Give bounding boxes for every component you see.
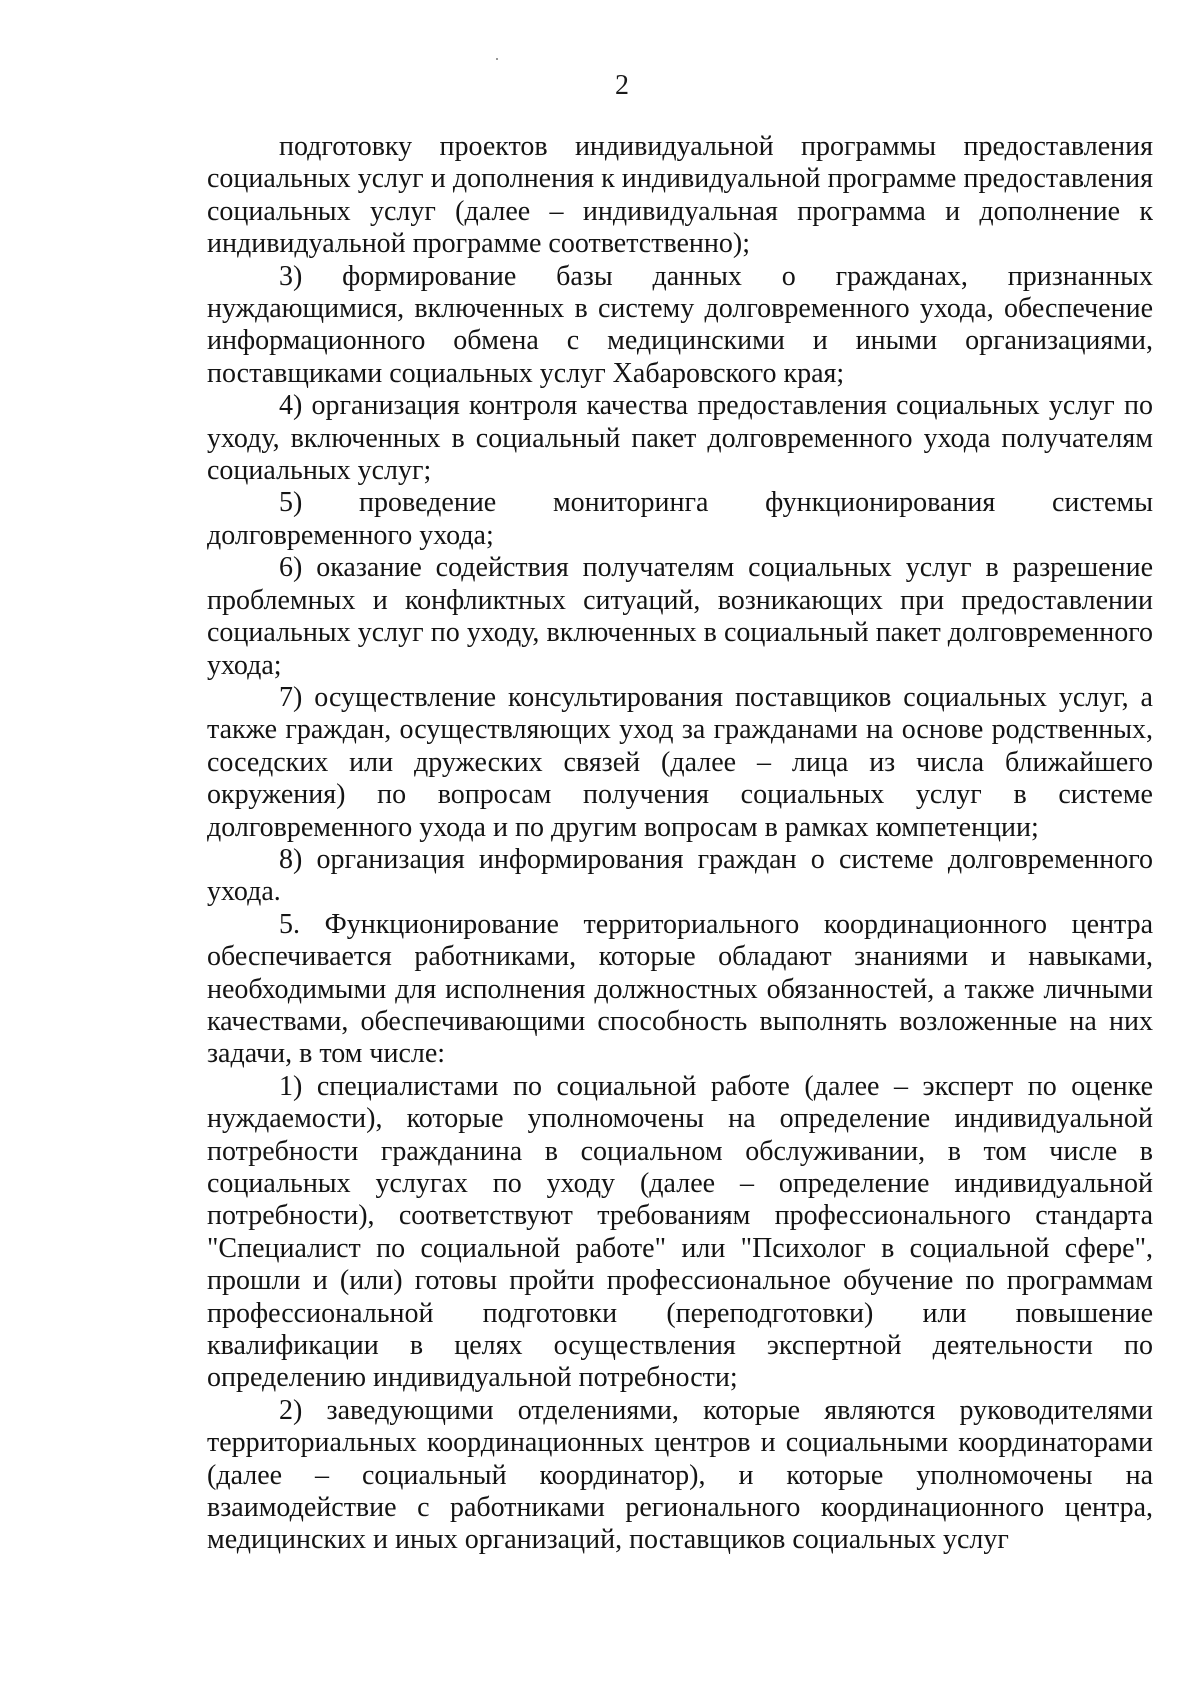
- paragraph-item-6: 6) оказание содействия получателям социальных услуг в разрешение проблемных и конфликтных ситуаций, возникающих при предоставлении социальных услуг по уходу, включенных в социальный пакет долговременного ухода;: [207, 552, 1153, 681]
- paragraph-item-5: 5) проведение мониторинга функционирования системы долговременного ухода;: [207, 487, 1153, 551]
- paragraph-item-4: 4) организация контроля качества предоставления социальных услуг по уходу, включенных в социальный пакет долговременного ухода получателям социальных услуг;: [207, 390, 1153, 487]
- paragraph-item-7: 7) осуществление консультирования поставщиков социальных услуг, а также граждан, осуществляющих уход за гражданами на основе родственных, соседских или дружеских связей (далее – лица из числа ближайшего окружения) по вопросам получения социальных услуг в системе долговременного ухода и по другим вопросам в рамках компетенции;: [207, 681, 1153, 843]
- paragraph-continuation: подготовку проектов индивидуальной программы предоставления социальных услуг и дополнения к индивидуальной программе предоставления социальных услуг (далее – индивидуальная программа и дополнение к индивидуальной программе соответственно);: [207, 131, 1153, 260]
- paragraph-item-3: 3) формирование базы данных о гражданах, признанных нуждающимися, включенных в систему долговременного ухода, обеспечение информационного обмена с медицинскими и иными организациями, поставщиками социальных услуг Хабаровского края;: [207, 260, 1153, 389]
- paragraph-section-5: 5. Функционирование территориального координационного центра обеспечивается работниками, которые обладают знаниями и навыками, необходимыми для исполнения должностных обязанностей, а также личными качествами, обеспечивающими способность выполнять возложенные на них задачи, в том числе:: [207, 908, 1153, 1070]
- document-body: [207, 131, 1153, 1557]
- paragraph-subitem-1: 1) специалистами по социальной работе (далее – эксперт по оценке нуждаемости), которые уполномочены на определение индивидуальной потребности гражданина в социальном обслуживании, в том числе в социальных услугах по уходу (далее – определение индивидуальной потребности), соответствуют требованиям профессионального стандарта "Специалист по социальной работе" или "Психолог в социальной сфере", прошли и (или) готовы пройти профессиональное обучение по программам профессиональной подготовки (переподготовки) или повышение квалификации в целях осуществления экспертной деятельности по определению индивидуальной потребности;: [207, 1070, 1153, 1394]
- paragraph-item-8: 8) организация информирования граждан о системе долговременного ухода.: [207, 843, 1153, 908]
- page-number: 2: [615, 70, 629, 101]
- scan-speck: [496, 58, 498, 60]
- paragraph-subitem-2: 2) заведующими отделениями, которые являются руководителями территориальных координационных центров и социальными координаторами (далее – социальный координатор), и которые уполномочены на взаимодействие с работниками регионального координационного центра, медицинских и иных организаций, поставщиков социальных услуг: [207, 1394, 1153, 1556]
